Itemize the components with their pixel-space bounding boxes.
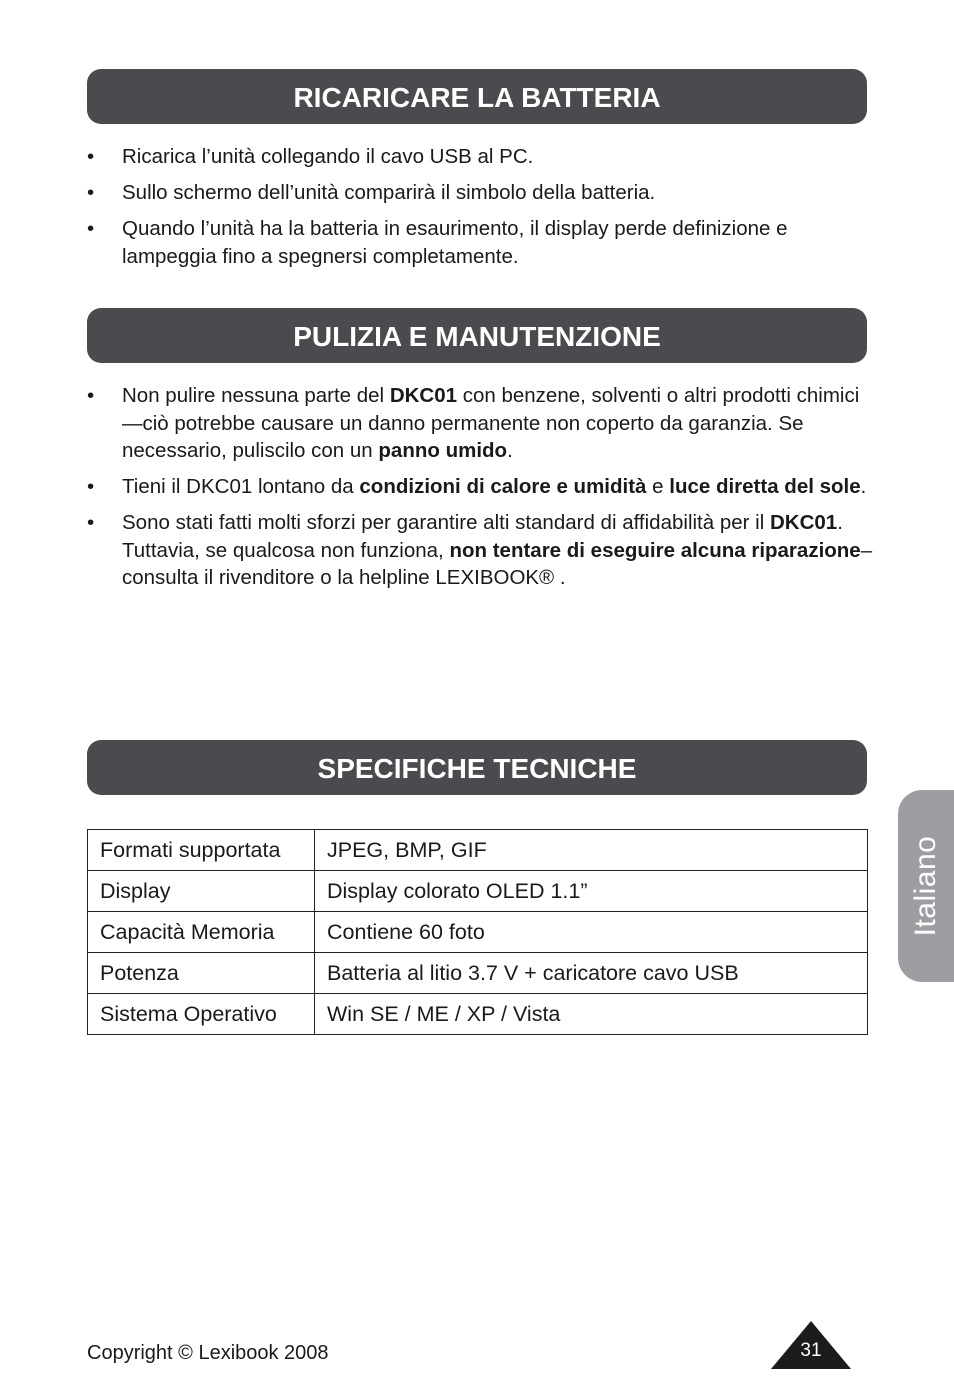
list-item: • Ricarica l’unità collegando il cavo USB al PC. [87,143,877,171]
spec-value: Contiene 60 foto [315,912,868,953]
spec-key: Capacità Memoria [88,912,315,953]
text: e [646,475,670,498]
table-row [88,830,868,871]
spec-value: Display colorato OLED 1.1” [315,871,868,912]
spec-key: Formati supportata [88,830,315,871]
table-row [88,994,868,1035]
text: – consulta il rivenditore o la helpline LEXIBOOK® . [122,538,873,589]
specs-table [87,829,868,1035]
spec-value: Win SE / ME / XP / Vista [315,994,868,1035]
text: . [507,439,513,462]
spec-key: Potenza [88,953,315,994]
spec-key: Sistema Operativo [88,994,315,1035]
bold-text: panno umido [378,439,508,462]
bold-text: DKC01 [389,384,458,407]
text: Non pulire nessuna parte del [122,384,390,407]
section-title-recharge: RICARICARE LA BATTERIA [87,69,867,124]
page-number-badge [770,1320,852,1370]
section-title-cleaning: PULIZIA E MANUTENZIONE [87,308,867,363]
page-number: 31 [800,1340,822,1361]
copyright: Copyright © Lexibook 2008 [87,1342,329,1364]
text: . [860,475,867,498]
text: Sono stati fatti molti sforzi per garantire alti standard di affidabilità per il [122,511,770,534]
cleaning-list [87,382,877,600]
text: . Tuttavia, se qualcosa non funziona, [122,511,843,562]
bold-text: luce diretta del sole [669,475,861,498]
table-row [88,871,868,912]
bold-text: DKC01 [769,511,838,534]
list-item [87,473,877,501]
table-row [88,912,868,953]
recharge-list [87,143,877,279]
list-item: • Quando l’unità ha la batteria in esaurimento, il display perde definizione e lampeggia fino a spegnersi completamente. [87,215,877,270]
text: Tieni il DKC01 lontano da [122,475,360,498]
text: con benzene, solventi o altri prodotti chimici—ciò potrebbe causare un danno permanente non coperto da garanzia. Se necessario, puliscilo con un [122,384,860,462]
list-item [87,509,877,592]
section-title-specs: SPECIFICHE TECNICHE [87,740,867,795]
table-row [88,953,868,994]
spec-value: JPEG, BMP, GIF [315,830,868,871]
list-item: • Sullo schermo dell’unità comparirà il simbolo della batteria. [87,179,877,207]
bold-text: non tentare di eseguire alcuna riparazione [449,538,861,562]
language-tab-label: Italiano [909,835,942,937]
spec-value: Batteria al litio 3.7 V + caricatore cavo USB [315,953,868,994]
bold-text: condizioni di calore e umidità [359,475,647,498]
spec-key: Display [88,871,315,912]
list-item [87,382,877,465]
